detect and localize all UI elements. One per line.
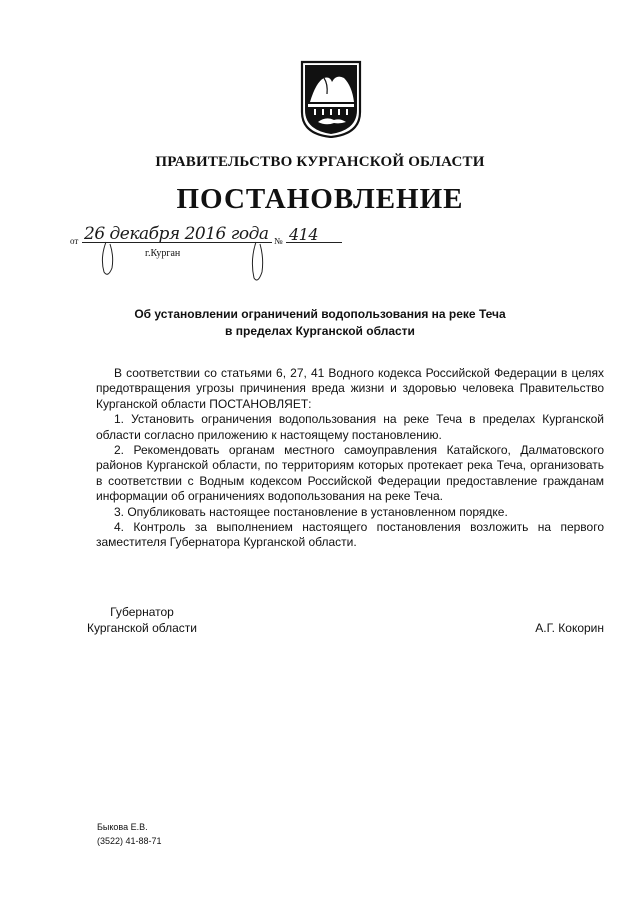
handwriting-flourish <box>90 228 280 286</box>
number-underline <box>286 242 342 243</box>
document-subject <box>100 306 540 340</box>
subject-line-2: в пределах Курганской области <box>225 324 415 338</box>
signer-position-line-2: Курганской области <box>87 621 197 635</box>
signer-position-line-1: Губернатор <box>110 605 174 619</box>
date-prefix: от <box>70 236 79 246</box>
number-prefix: № <box>274 236 283 246</box>
handwritten-date: 26 декабря 2016 года <box>84 224 269 244</box>
document-body <box>96 366 604 551</box>
document-type-title: ПОСТАНОВЛЕНИЕ <box>176 183 464 215</box>
resolution-item-4: 4. Контроль за выполнением настоящего постановления возложить на первого заместителя Губернатора Курганской области. <box>96 520 604 550</box>
resolution-item-2: 2. Рекомендовать органам местного самоуправления Катайского, Далматовского районов Курганской области, по территориям которых протекает река Теча, организовать в соответствии с Водным кодексом Российской Федерации предоставление гражданам информации об ограничениях водопользования на реке Теча. <box>96 443 604 504</box>
executor-phone: (3522) 41-88-71 <box>97 836 162 846</box>
resolution-item-1: 1. Установить ограничения водопользования на реке Теча в пределах Курганской области согласно приложению к настоящему постановлению. <box>96 412 604 442</box>
signer-name: А.Г. Кокорин <box>535 621 604 635</box>
issue-date-block <box>70 224 370 288</box>
kurgan-coat-of-arms-icon <box>300 60 362 138</box>
preamble-paragraph: В соответствии со статьями 6, 27, 41 Водного кодекса Российской Федерации в целях предотвращения угрозы причинения вреда жизни и здоровью человека Правительство Курганской области ПОСТАНОВЛЯЕТ: <box>96 366 604 411</box>
handwritten-number: 414 <box>289 225 319 244</box>
government-title: ПРАВИТЕЛЬСТВО КУРГАНСКОЙ ОБЛАСТИ <box>155 154 485 170</box>
executor-info <box>97 820 162 848</box>
subject-line-1: Об установлении ограничений водопользования на реке Теча <box>134 307 506 321</box>
signer-position <box>72 604 212 636</box>
city-label: г.Курган <box>145 248 181 259</box>
executor-name: Быкова Е.В. <box>97 822 148 832</box>
resolution-item-3: 3. Опубликовать настоящее постановление в установленном порядке. <box>114 504 508 519</box>
